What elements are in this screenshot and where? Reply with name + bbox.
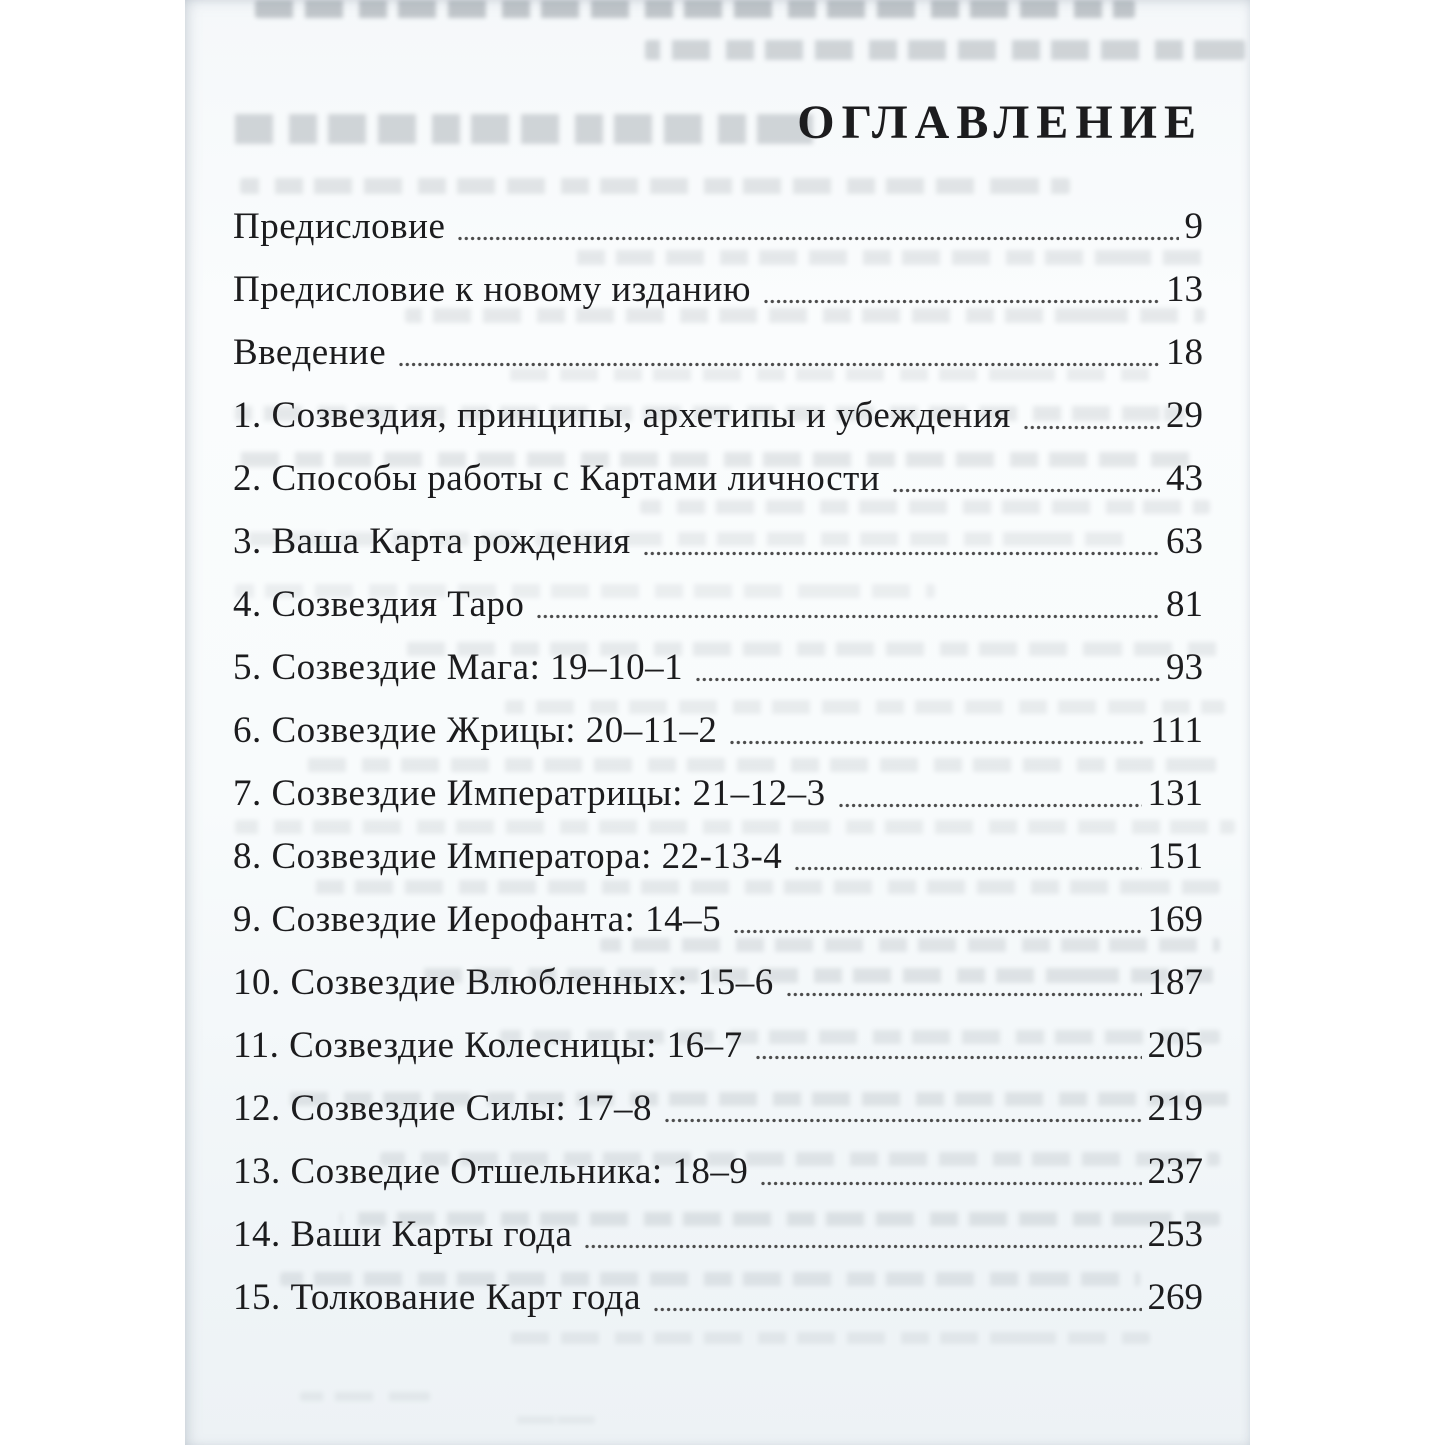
ghost-text-artifact [500,1332,1150,1344]
toc-row [233,1152,1203,1190]
toc-leader-dots [756,1055,1142,1060]
toc-entry-label: 5. Созвездие Мага: 19–10–1 [233,647,684,688]
toc-row [233,396,1203,434]
toc-entry-label: 13. Созведие Отшельника: 18–9 [233,1151,749,1192]
toc-leader-dots [458,236,1178,241]
toc-row [233,522,1203,560]
toc-title: ОГЛАВЛЕНИЕ [797,96,1203,149]
toc-leader-dots [795,866,1141,871]
toc-leader-dots [665,1118,1142,1123]
toc-page-number: 63 [1166,521,1203,562]
toc-page-number: 13 [1166,269,1203,310]
toc-row [233,963,1203,1001]
ghost-text-artifact [505,1416,595,1424]
toc-entry-label: 12. Созвездие Силы: 17–8 [233,1088,652,1129]
toc-row [233,207,1203,245]
toc-row [233,459,1203,497]
ghost-text-artifact [231,114,821,144]
toc-row [233,585,1203,623]
toc-entry-label: 11. Созвездие Колесницы: 16–7 [233,1025,743,1066]
toc-leader-dots [839,803,1142,808]
toc-leader-dots [730,740,1144,745]
toc-entry-label: 10. Созвездие Влюбленных: 15–6 [233,962,774,1003]
toc-leader-dots [764,299,1160,304]
toc-leader-dots [761,1181,1141,1186]
toc-row [233,774,1203,812]
toc-page-number: 151 [1147,836,1203,877]
toc-page-number: 237 [1147,1151,1203,1192]
toc-entry-label: 7. Созвездие Императрицы: 21–12–3 [233,773,826,814]
toc-row [233,837,1203,875]
toc-page-number: 9 [1184,206,1203,247]
toc-leader-dots [696,677,1160,682]
toc-entry-label: 14. Ваши Карты года [233,1214,573,1255]
toc-entry-label: Предисловие к новому изданию [233,269,752,310]
toc-row [233,1278,1203,1316]
ghost-text-artifact [300,1392,430,1401]
toc-entry-label: Введение [233,332,387,373]
toc-row [233,1089,1203,1127]
toc-leader-dots [1024,425,1160,430]
toc-page-number: 111 [1150,710,1203,751]
toc-leader-dots [644,551,1160,556]
toc-page-number: 187 [1147,962,1203,1003]
toc-page-number: 169 [1147,899,1203,940]
toc-leader-dots [537,614,1160,619]
toc-page-number: 81 [1166,584,1203,625]
toc-entry-label: 4. Созвездия Таро [233,584,525,625]
ghost-text-artifact [255,0,1135,18]
toc-entry-label: Предисловие [233,206,446,247]
toc-page-number: 18 [1166,332,1203,373]
toc-page-number: 253 [1147,1214,1203,1255]
toc-page-number: 29 [1166,395,1203,436]
ghost-text-artifact [240,178,1070,194]
toc-page-number: 205 [1147,1025,1203,1066]
toc-entry-label: 2. Способы работы с Картами личности [233,458,881,499]
toc-row [233,270,1203,308]
toc-page-number: 93 [1166,647,1203,688]
toc-row [233,711,1203,749]
toc-leader-dots [654,1307,1141,1312]
toc-row [233,1215,1203,1253]
toc-entry-label: 8. Созвездие Императора: 22-13-4 [233,836,783,877]
toc-entry-label: 1. Созвездия, принципы, архетипы и убеждения [233,395,1011,436]
toc-list [233,207,1203,1316]
toc-page-number: 43 [1166,458,1203,499]
toc-leader-dots [787,992,1142,997]
toc-page-number: 219 [1147,1088,1203,1129]
toc-row [233,648,1203,686]
toc-entry-label: 15. Толкование Карт года [233,1277,642,1318]
toc-row [233,1026,1203,1064]
toc-row [233,333,1203,371]
toc-row [233,900,1203,938]
toc-leader-dots [734,929,1141,934]
ghost-text-artifact [645,40,1245,60]
toc-leader-dots [585,1244,1141,1249]
book-page [185,0,1250,1445]
toc-entry-label: 9. Созвездие Иерофанта: 14–5 [233,899,722,940]
toc-page-number: 269 [1147,1277,1203,1318]
toc-leader-dots [399,362,1160,367]
toc-entry-label: 6. Созвездие Жрицы: 20–11–2 [233,710,718,751]
toc-page-number: 131 [1147,773,1203,814]
toc-entry-label: 3. Ваша Карта рождения [233,521,631,562]
toc-leader-dots [893,488,1160,493]
